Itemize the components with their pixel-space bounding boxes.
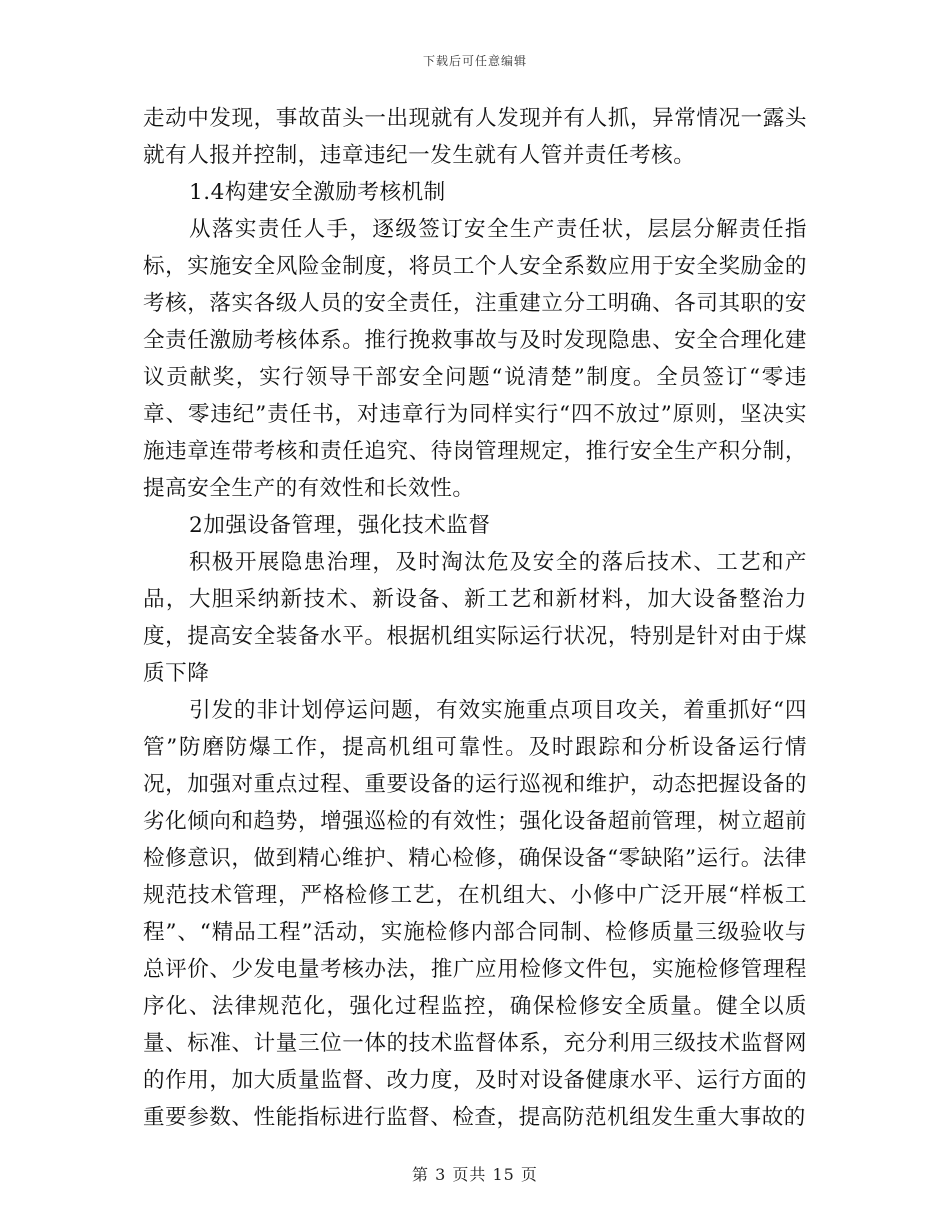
section-heading-1-4: 1.4构建安全激励考核机制 [189,180,446,205]
page-footer: 第 3 页共 15 页 [412,1165,538,1184]
paragraph-3: 积极开展隐患治理，及时淘汰危及安全的落后技术、工艺和产品，大胆采纳新技术、新设备、新工艺和新材料，加大设备整治力度，提高安全装备水平。根据机组实际运行状况，特别是针对由于煤质下降 [143,550,807,686]
page-header: 下载后可任意编辑 [422,54,527,68]
paragraph-2: 从落实责任人手，逐级签订安全生产责任状，层层分解责任指标，实施安全风险金制度，将员工个人安全系数应用于安全奖励金的考核，落实各级人员的安全责任，注重建立分工明确、各司其职的安全责任激励考核体系。推行挽救事故与及时发现隐患、安全合理化建议贡献奖，实行领导干部安全问题“说清楚”制度。全员签订“零违章、零违纪”责任书，对违章行为同样实行“四不放过”原则，坚决实施违章连带考核和责任追究、待岗管理规定，推行安全生产积分制，提高安全生产的有效性和长效性。 [143,217,807,501]
document-body [143,100,807,1136]
paragraph-1: 走动中发现，事故苗头一出现就有人发现并有人抓，异常情况一露头就有人报并控制，违章违纪一发生就有人管并责任考核。 [143,106,807,168]
paragraph-4: 引发的非计划停运问题，有效实施重点项目攻关，着重抓好“四管”防磨防爆工作，提高机组可靠性。及时跟踪和分析设备运行情况，加强对重点过程、重要设备的运行巡视和维护，动态把握设备的劣化倾向和趋势，增强巡检的有效性；强化设备超前管理，树立超前检修意识，做到精心维护、精心检修，确保设备“零缺陷”运行。法律规范技术管理，严格检修工艺，在机组大、小修中广泛开展“样板工程”、“精品工程”活动，实施检修内部合同制、检修质量三级验收与总评价、少发电量考核办法，推广应用检修文件包，实施检修管理程序化、法律规范化，强化过程监控，确保检修安全质量。健全以质量、标准、计量三位一体的技术监督体系，充分利用三级技术监督网的作用，加大质量监督、改力度，及时对设备健康水平、运行方面的重要参数、性能指标进行监督、检查，提高防范机组发生重大事故的 [143,698,807,1130]
section-heading-2: 2加强设备管理，强化技术监督 [189,513,491,538]
